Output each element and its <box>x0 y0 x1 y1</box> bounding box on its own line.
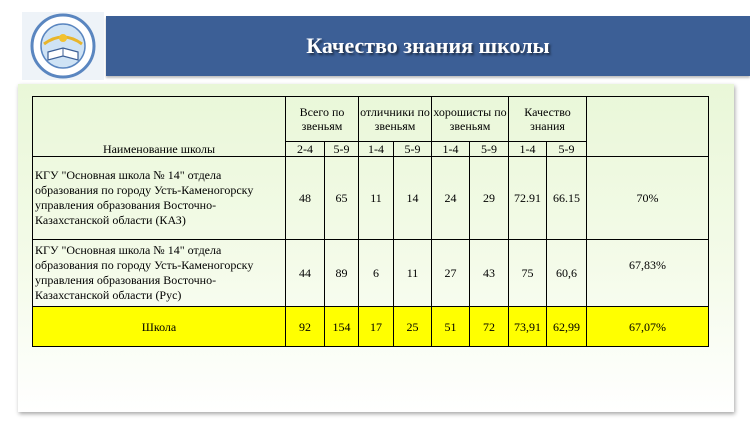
column-group-excellent: отличники по звеньям <box>359 97 432 142</box>
subheader-cell: 5-9 <box>470 142 509 157</box>
quality-table <box>32 96 709 347</box>
table-row <box>33 240 709 307</box>
quality-total-cell: 70% <box>587 157 709 240</box>
value-cell: 65 <box>325 157 359 240</box>
value-cell: 6 <box>359 240 394 307</box>
school-logo <box>22 12 104 80</box>
value-cell: 29 <box>470 157 509 240</box>
subheader-cell: 5-9 <box>325 142 359 157</box>
value-cell: 43 <box>470 240 509 307</box>
value-cell: 24 <box>432 157 470 240</box>
value-cell: 62,99 <box>547 307 587 347</box>
value-cell: 25 <box>394 307 432 347</box>
page-title: Качество знания школы <box>306 33 550 58</box>
value-cell: 44 <box>286 240 325 307</box>
value-cell: 51 <box>432 307 470 347</box>
value-cell: 11 <box>394 240 432 307</box>
value-cell: 27 <box>432 240 470 307</box>
value-cell: 60,6 <box>547 240 587 307</box>
subheader-cell: 2-4 <box>286 142 325 157</box>
column-group-quality: Качество знания <box>509 97 587 142</box>
value-cell: 154 <box>325 307 359 347</box>
total-label-cell: Школа <box>33 307 286 347</box>
title-bar <box>106 16 750 76</box>
column-header-name: Наименование школы <box>33 97 286 157</box>
quality-total-cell: 67,07% <box>587 307 709 347</box>
value-cell: 48 <box>286 157 325 240</box>
value-cell: 72 <box>470 307 509 347</box>
logo-emblem-icon <box>22 12 104 80</box>
value-cell: 72.91 <box>509 157 547 240</box>
subheader-cell: 5-9 <box>547 142 587 157</box>
column-header-blank <box>587 97 709 157</box>
value-cell: 66.15 <box>547 157 587 240</box>
subheader-cell: 1-4 <box>432 142 470 157</box>
column-group-total: Всего по звеньям <box>286 97 359 142</box>
table-row <box>33 157 709 240</box>
school-name-cell: КГУ "Основная школа № 14" отдела образования по городу Усть-Каменогорску управления образования Восточно-Казахстанской области (Рус) <box>33 240 286 307</box>
value-cell: 73,91 <box>509 307 547 347</box>
value-cell: 17 <box>359 307 394 347</box>
table-header-row <box>33 97 709 142</box>
subheader-cell: 1-4 <box>509 142 547 157</box>
school-name-cell: КГУ "Основная школа № 14" отдела образования по городу Усть-Каменогорску управления образования Восточно-Казахстанской области (КАЗ) <box>33 157 286 240</box>
slide-header <box>0 0 750 84</box>
subheader-cell: 5-9 <box>394 142 432 157</box>
column-group-good: хорошисты по звеньям <box>432 97 509 142</box>
total-row <box>33 307 709 347</box>
value-cell: 89 <box>325 240 359 307</box>
value-cell: 92 <box>286 307 325 347</box>
content-panel <box>18 84 734 412</box>
quality-total-cell: 67,83% <box>587 240 709 307</box>
value-cell: 75 <box>509 240 547 307</box>
value-cell: 11 <box>359 157 394 240</box>
subheader-cell: 1-4 <box>359 142 394 157</box>
value-cell: 14 <box>394 157 432 240</box>
